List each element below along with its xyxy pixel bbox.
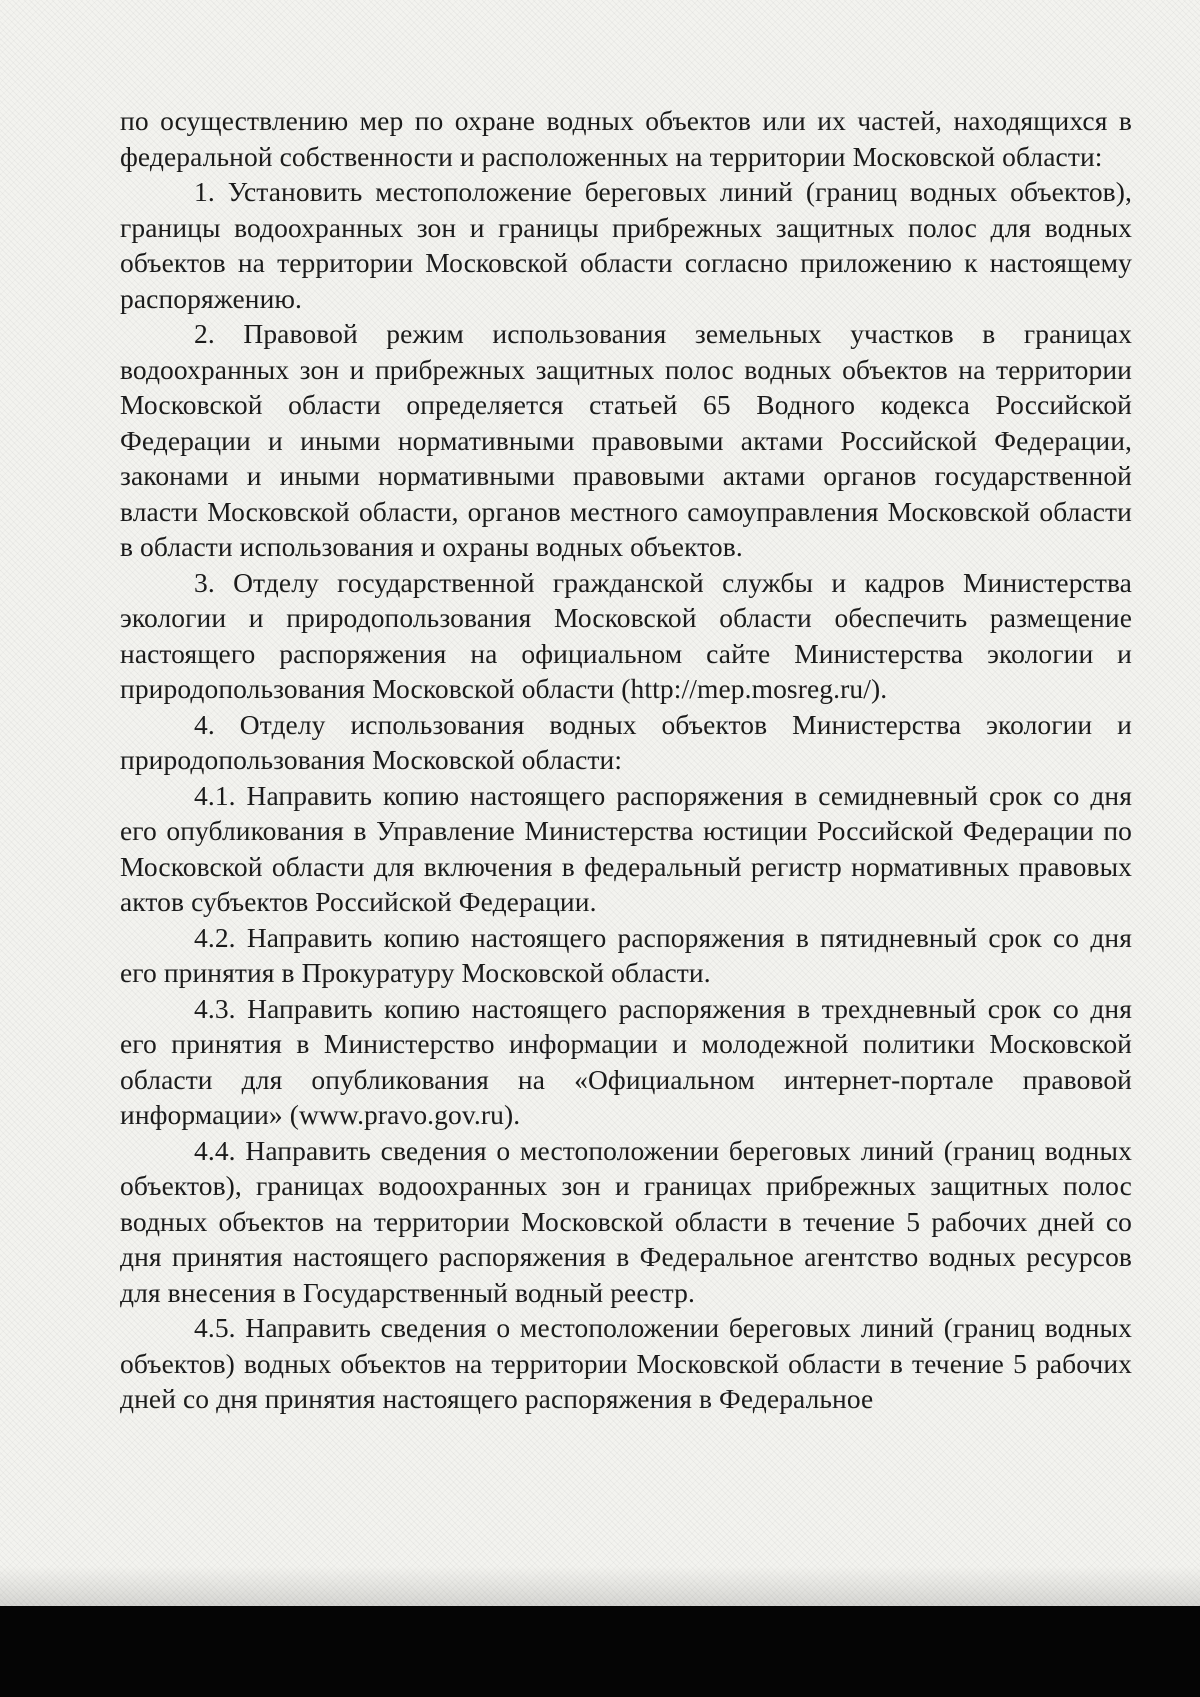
paragraph-item-4-1: 4.1. Направить копию настоящего распоряжения в семидневный срок со дня его опубликования в Управление Министерства юстиции Российской Федерации по Московской области для включения в федеральный регистр нормативных правовых актов субъектов Российской Федерации. — [120, 779, 1132, 917]
paragraph-item-4-3: 4.3. Направить копию настоящего распоряжения в трехдневный срок со дня его принятия в Министерство информации и молодежной политики Московской области для опубликования на «Официальном интернет-портале правовой информации» (www.pravo.gov.ru). — [120, 992, 1132, 1130]
paragraph-intro-continuation: по осуществлению мер по охране водных объектов или их частей, находящихся в федеральной собственности и расположенных на территории Московской области: — [120, 105, 1132, 172]
document-text-body — [120, 103, 1132, 1417]
paragraph-item-3: 3. Отделу государственной гражданской службы и кадров Министерства экологии и природопользования Московской области обеспечить размещение настоящего распоряжения на официальном сайте Министерства экологии и природопользования Московской области (http://mep.mosreg.ru/). — [120, 566, 1132, 704]
paragraph-item-1: 1. Установить местоположение береговых линий (границ водных объектов), границы водоохранных зон и границы прибрежных защитных полос для водных объектов на территории Московской области согласно приложению к настоящему распоряжению. — [120, 176, 1132, 314]
paragraph-item-4-2: 4.2. Направить копию настоящего распоряжения в пятидневный срок со дня его принятия в Прокуратуру Московской области. — [120, 921, 1132, 988]
scanner-bottom-edge — [0, 1606, 1200, 1697]
paragraph-item-4-5: 4.5. Направить сведения о местоположении береговых линий (границ водных объектов) водных объектов на территории Московской области в течение 5 рабочих дней со дня принятия настоящего распоряжения в Федеральное — [120, 1312, 1132, 1414]
paragraph-item-4: 4. Отделу использования водных объектов Министерства экологии и природопользования Московской области: — [120, 708, 1132, 775]
paragraph-item-2: 2. Правовой режим использования земельных участков в границах водоохранных зон и прибрежных защитных полос водных объектов на территории Московской области определяется статьей 65 Водного кодекса Российской Федерации и иными нормативными правовыми актами Российской Федерации, законами и иными нормативными правовыми актами органов государственной власти Московской области, органов местного самоуправления Московской области в области использования и охраны водных объектов. — [120, 318, 1132, 562]
paragraph-item-4-4: 4.4. Направить сведения о местоположении береговых линий (границ водных объектов), границах водоохранных зон и границах прибрежных защитных полос водных объектов на территории Московской области в течение 5 рабочих дней со дня принятия настоящего распоряжения в Федеральное агентство водных ресурсов для внесения в Государственный водный реестр. — [120, 1134, 1132, 1308]
